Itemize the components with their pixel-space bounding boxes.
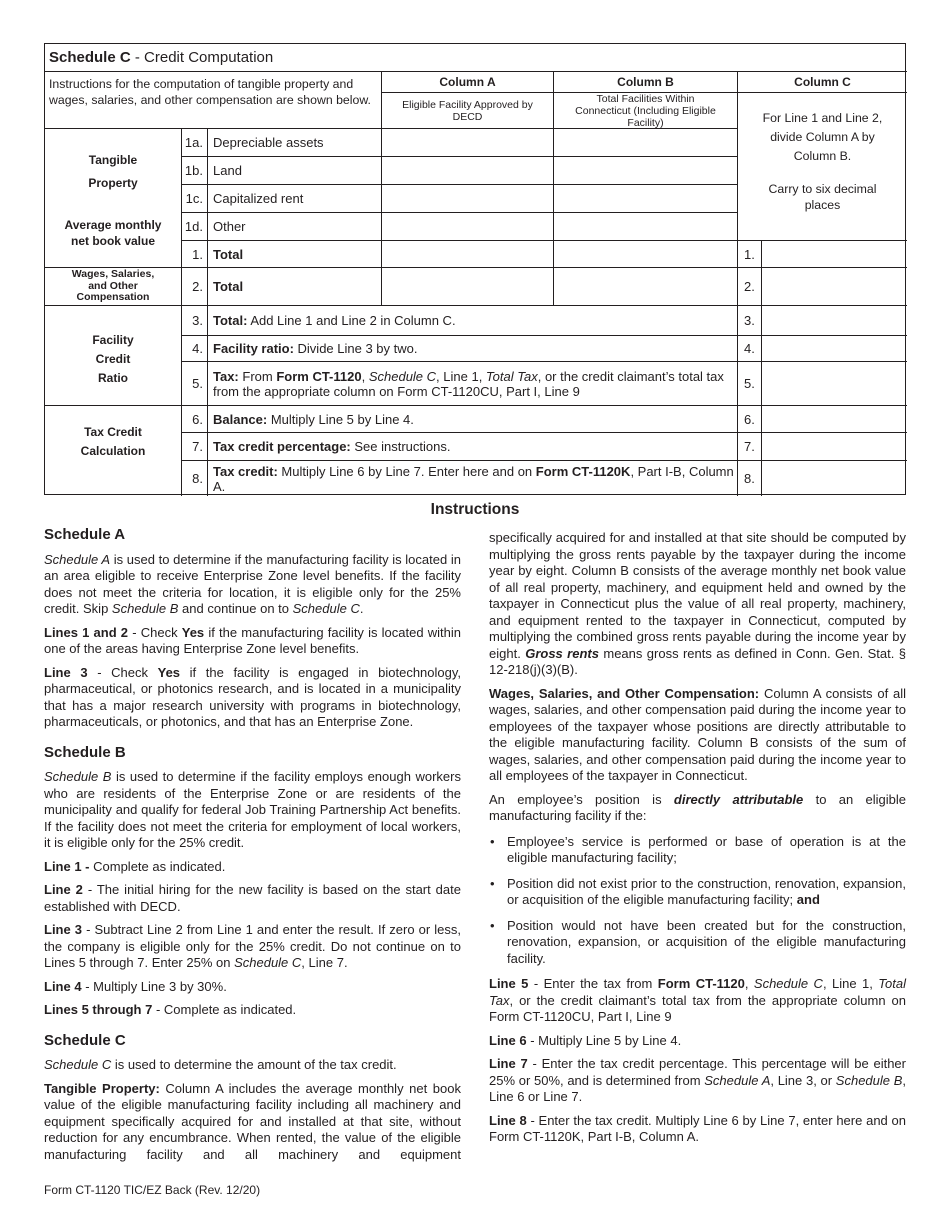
- tangible-label: Tangible Property: [88, 153, 138, 190]
- directly-attributable-paragraph: An employee’s position is directly attributable to an eligible manufacturing facility if the:: [489, 791, 906, 823]
- line-2-col-a-field[interactable]: [381, 267, 553, 305]
- line-1b-number: 1b.: [181, 156, 207, 184]
- line-2-label: Total: [207, 267, 381, 305]
- schedule-c-line-8: Line 8 - Enter the tax credit. Multiply Line 6 by Line 7, enter here and on Form CT-1120K, Part I-B, Column A.: [489, 1112, 906, 1144]
- line-3-col-c-number: 3.: [737, 305, 761, 335]
- line-6-col-c-number: 6.: [737, 405, 761, 432]
- tangible-property-paragraph: Tangible Property: Column A includes the average monthly net book value of the eligible manufacturing facility including all machinery and equipment specifically acquired for and installed at that site, without reduction for any encumbrance. When rented, the value of the eligible manufacturing facility and all machinery and equipment: [44, 1080, 461, 1162]
- line-7-col-c-number: 7.: [737, 432, 761, 460]
- schedule-b-line-4: Line 4 - Multiply Line 3 by 30%.: [44, 978, 227, 994]
- line-5-label: Tax: From Form CT-1120, Schedule C, Line 1, Total Tax, or the credit claimant’s total tax from the appropriate column on Form CT-1120CU, Part I, Line 9: [207, 361, 737, 405]
- line-4-col-c-number: 4.: [737, 335, 761, 361]
- tax-credit-calculation-label: Tax Credit Calculation: [80, 425, 146, 458]
- column-a-header: Column A: [381, 71, 553, 92]
- schedule-c-line-6: Line 6 - Multiply Line 5 by Line 4.: [489, 1032, 682, 1048]
- schedule-b-heading: Schedule B: [44, 743, 126, 761]
- computation-instructions-note: Instructions for the computation of tangible property and wages, salaries, and other compensation are shown below.: [45, 71, 381, 128]
- line-6-col-c-field[interactable]: [761, 405, 907, 432]
- line-1c-col-b-field[interactable]: [553, 184, 737, 212]
- schedule-c-intro: Schedule C is used to determine the amount of the tax credit.: [44, 1057, 397, 1072]
- line-7-col-c-field[interactable]: [761, 432, 907, 460]
- line-1-number: 1.: [181, 240, 207, 267]
- line-1a-number: 1a.: [181, 128, 207, 156]
- line-1b-label: Land: [207, 156, 381, 184]
- schedule-a-intro: Schedule A is used to determine if the manufacturing facility is located in an area eligible to receive Enterprise Zone level benefits. If the facility does not meet the criteria for location, it is eligible only for the 25% credit. Skip Schedule B and continue on to Schedule C.: [44, 551, 461, 616]
- column-a-subheader: Eligible Facility Approved by DECD: [381, 92, 553, 128]
- schedule-b-lines-5-7: Lines 5 through 7 - Complete as indicated.: [44, 1002, 297, 1017]
- line-4-label: Facility ratio: Divide Line 3 by two.: [207, 335, 737, 361]
- tax-credit-calculation-group: [45, 405, 181, 496]
- facility-credit-ratio-group: [45, 305, 181, 405]
- form-footer: Form CT-1120 TIC/EZ Back (Rev. 12/20): [44, 1183, 261, 1197]
- line-4-number: 4.: [181, 335, 207, 361]
- list-item: • Position would not have been created but for the construction, renovation, expansion, or acquisition of the eligible manufacturing facility.: [489, 918, 906, 968]
- line-1d-col-b-field[interactable]: [553, 212, 737, 240]
- line-3-number: 3.: [181, 305, 207, 335]
- schedule-c-line-5: Line 5 - Enter the tax from Form CT-1120, Schedule C, Line 1, Total Tax, or the credit claimant’s total tax from the appropriate column on Form CT-1120CU, Part I, Line 9: [489, 976, 906, 1024]
- avg-monthly-label: Average monthly net book value: [64, 218, 162, 248]
- tangible-property-group: [45, 128, 181, 267]
- schedule-c-table: [44, 43, 906, 495]
- facility-credit-ratio-label: Facility Credit Ratio: [92, 333, 134, 385]
- line-8-label: Tax credit: Multiply Line 6 by Line 7. Enter here and on Form CT-1120K, Part I-B, Column A.: [207, 460, 737, 496]
- schedule-c-heading: Schedule C: [44, 1031, 126, 1049]
- line-1-col-b-field[interactable]: [553, 240, 737, 267]
- line-4-col-c-field[interactable]: [761, 335, 907, 361]
- schedule-b-line-2: Line 2 - The initial hiring for the new facility is based on the start date established with DECD.: [44, 882, 461, 914]
- line-8-col-c-number: 8.: [737, 460, 761, 496]
- column-b-subheader: Total Facilities Within Connecticut (Including Eligible Facility): [553, 92, 737, 128]
- line-7-number: 7.: [181, 432, 207, 460]
- line-5-number: 5.: [181, 361, 207, 405]
- wages-salaries-group: Wages, Salaries, and Other Compensation: [45, 267, 181, 305]
- line-1d-col-a-field[interactable]: [381, 212, 553, 240]
- schedule-a-line-3: Line 3 - Check Yes if the facility is engaged in biotechnology, pharmaceutical, or photonics research, and is located in a municipality that has a major research university with programs in biotechnology, pharmaceuticals, or photonics, and that has an Enterprise Zone.: [44, 664, 462, 729]
- line-3-label: Total: Add Line 1 and Line 2 in Column C.: [207, 305, 737, 335]
- line-2-number: 2.: [181, 267, 207, 305]
- schedule-a-heading: Schedule A: [44, 526, 126, 543]
- wages-salaries-paragraph: Wages, Salaries, and Other Compensation: Column A consists of all wages, salaries, and other compensation paid during the income year to employees of the taxpayer whose positions are directly attributable to the eligible manufacturing facility. Column B consists of the sum of wages, salaries, and other compensation paid during the income year to all employees of the taxpayer in Connecticut.: [489, 685, 907, 783]
- line-6-number: 6.: [181, 405, 207, 432]
- line-1c-label: Capitalized rent: [207, 184, 381, 212]
- line-1a-col-b-field[interactable]: [553, 128, 737, 156]
- column-b-header: Column B: [553, 71, 737, 92]
- column-c-instructions: [737, 92, 907, 240]
- line-1b-col-a-field[interactable]: [381, 156, 553, 184]
- list-item: • Employee’s service is performed or base of operation is at the eligible manufacturing facility;: [489, 834, 906, 867]
- schedule-b-line-1: Line 1 - Complete as indicated.: [44, 858, 226, 874]
- list-item: • Position did not exist prior to the construction, renovation, expansion, or acquisition of the eligible manufacturing facility; and: [489, 876, 906, 909]
- line-6-label: Balance: Multiply Line 5 by Line 4.: [207, 405, 737, 432]
- line-5-col-c-number: 5.: [737, 361, 761, 405]
- line-1a-label: Depreciable assets: [207, 128, 381, 156]
- instructions-right-column: [489, 530, 906, 1153]
- line-1b-col-b-field[interactable]: [553, 156, 737, 184]
- line-3-col-c-field[interactable]: [761, 305, 907, 335]
- line-1c-number: 1c.: [181, 184, 207, 212]
- attributable-criteria-list: [489, 834, 906, 968]
- column-c-header: Column C: [737, 71, 907, 92]
- line-2-col-c-number: 2.: [737, 267, 761, 305]
- line-8-col-c-field[interactable]: [761, 460, 907, 496]
- line-1-label: Total: [207, 240, 381, 267]
- line-7-label: Tax credit percentage: See instructions.: [207, 432, 737, 460]
- line-1c-col-a-field[interactable]: [381, 184, 553, 212]
- column-c-decimal-note: Carry to six decimal places: [768, 182, 877, 212]
- line-1d-number: 1d.: [181, 212, 207, 240]
- line-1-col-a-field[interactable]: [381, 240, 553, 267]
- instructions-left-column: [44, 527, 461, 1170]
- line-2-col-b-field[interactable]: [553, 267, 737, 305]
- line-1a-col-a-field[interactable]: [381, 128, 553, 156]
- schedule-b-line-3: Line 3 - Subtract Line 2 from Line 1 and enter the result. If zero or less, the company is eligible only for the 25% credit. Do not continue on to Lines 5 through 7. Enter 25% on Schedule C, Line 7.: [44, 922, 461, 970]
- schedule-c-title: Schedule C - Credit Computation: [49, 49, 274, 66]
- line-8-number: 8.: [181, 460, 207, 496]
- line-5-col-c-field[interactable]: [761, 361, 907, 405]
- instructions-title: Instructions: [430, 501, 520, 518]
- line-1-col-c-field[interactable]: [761, 240, 907, 267]
- schedule-c-line-7: Line 7 - Enter the tax credit percentage. This percentage will be either 25% or 50%, and is determined from Schedule A, Line 3, or Schedule B, Line 6 or Line 7.: [489, 1056, 907, 1104]
- tangible-property-continued: specifically acquired for and installed at that site should be computed by multiplying the gross rents payable by the taxpayer during the income year by eight. Column B consists of the average monthly net book value of all real property, machinery, and equipment held and owned by the taxpayer in Connecticut plus the value of all real property, machinery, and equipment rented to the taxpayer in Connecticut, computed by multiplying the combined gross rents payable during the income year by eight. Gross rents means gross rents as defined in Conn. Gen. Stat. § 12-218(j)(3)(B).: [489, 530, 906, 677]
- column-c-divide-note: For Line 1 and Line 2, divide Column A by Column B.: [762, 111, 883, 163]
- line-2-col-c-field[interactable]: [761, 267, 907, 305]
- schedule-a-lines-1-2: Lines 1 and 2 - Check Yes if the manufacturing facility is located within one of the areas having Enterprise Zone level benefits.: [44, 624, 461, 656]
- line-1d-label: Other: [207, 212, 381, 240]
- line-1-col-c-number: 1.: [737, 240, 761, 267]
- schedule-b-intro: Schedule B is used to determine if the facility employs enough workers who are residents of the Enterprise Zone or are residents of the municipality and qualify for federal Job Training Partnership Act benefits. If the facility does not meet the criteria for employment of local workers, it is eligible only for the 25% credit.: [44, 769, 461, 850]
